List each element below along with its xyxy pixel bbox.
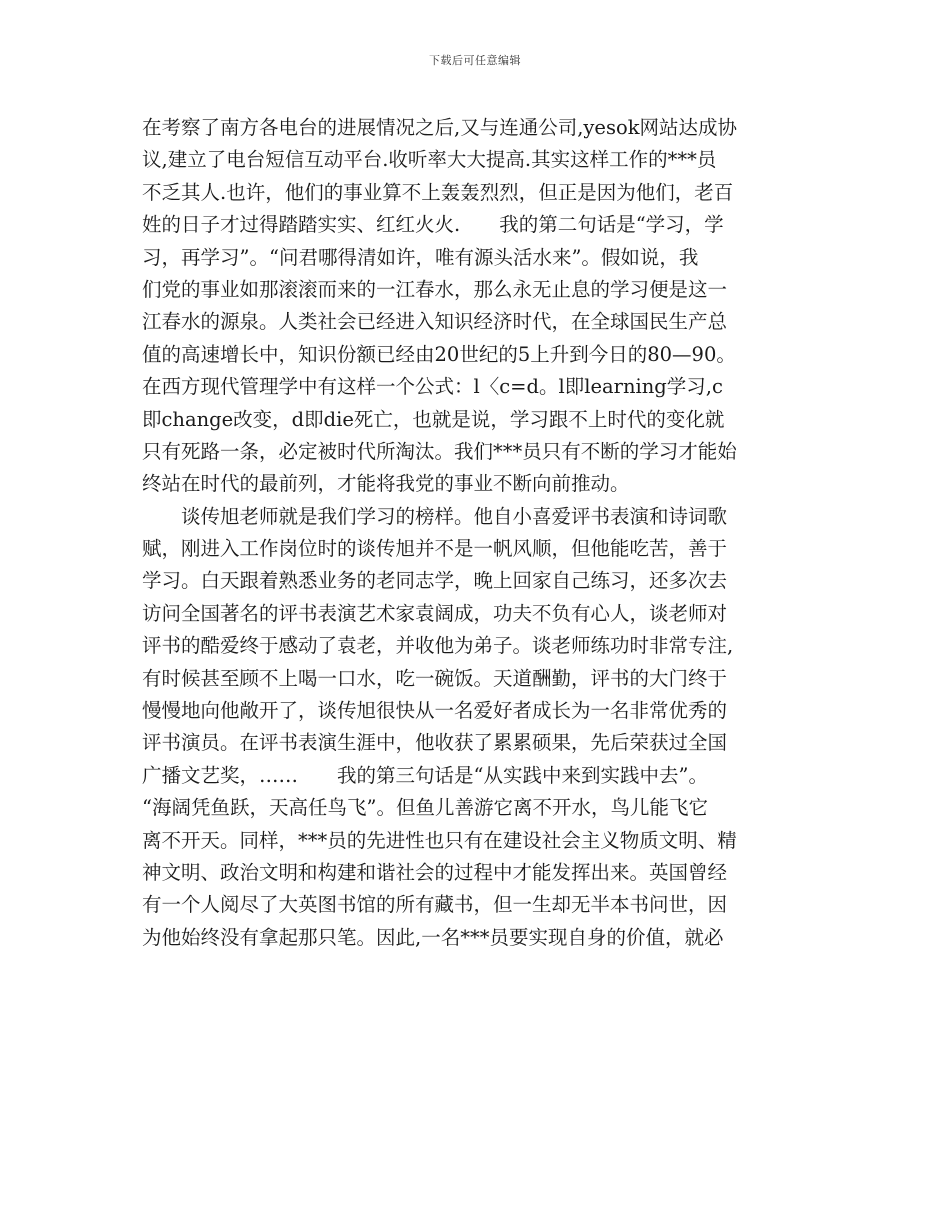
text-line: 终站在时代的最前列，才能将我党的事业不断向前推动。 (142, 472, 630, 496)
text-line: 姓的日子才过得踏踏实实、红红火火. 我的第二句话是“学习，学 (142, 213, 724, 237)
text-line: 广播文艺奖，…… 我的第三句话是“从实践中来到实践中去”。 (142, 763, 708, 787)
text-line: 不乏其人.也许，他们的事业算不上轰轰烈烈，但正是因为他们，老百 (142, 180, 734, 204)
page-header: 下载后可任意编辑 (429, 54, 521, 67)
text-line: 神文明、政治文明和构建和谐社会的过程中才能发挥出来。英国曾经 (142, 860, 728, 884)
text-line: “海阔凭鱼跃，天高任鸟飞”。但鱼儿善游它离不开水，鸟儿能飞它 (142, 796, 708, 820)
text-line: 们党的事业如那滚滚而来的一江春水，那么永无止息的学习便是这一 (142, 277, 728, 301)
text-line: 学习。白天跟着熟悉业务的老同志学，晚上回家自己练习，还多次去 (142, 569, 728, 593)
text-line: 访问全国著名的评书表演艺术家袁阔成，功夫不负有心人，谈老师对 (142, 601, 728, 625)
document-body (142, 112, 810, 954)
text-line: 为他始终没有拿起那只笔。因此,一名***员要实现自身的价值，就必 (142, 925, 724, 949)
text-line: 评书演员。在评书表演生涯中，他收获了累累硕果，先后荣获过全国 (142, 731, 728, 755)
text-line: 江春水的源泉。人类社会已经进入知识经济时代，在全球国民生产总 (142, 310, 728, 334)
text-line: 在考察了南方各电台的进展情况之后,又与连通公司,yesok网站达成协 (142, 116, 738, 139)
text-line: 即change改变，d即die死亡，也就是说，学习跟不上时代的变化就 (142, 407, 725, 431)
text-line: 在西方现代管理学中有这样一个公式：l〈c=d。l即learning学习,c (142, 375, 723, 399)
text-line: 习，再学习”。“问君哪得清如许，唯有源头活水来”。假如说，我 (142, 245, 699, 269)
text-line: 离不开天。同样，***员的先进性也只有在建设社会主义物质文明、精 (142, 828, 737, 852)
paragraph-first-line: 谈传旭老师就是我们学习的榜样。他自小喜爱评书表演和诗词歌 (181, 504, 728, 528)
text-line: 议,建立了电台短信互动平台.收听率大大提高.其实这样工作的***员 (142, 148, 717, 172)
text-line: 值的高速增长中，知识份额已经由20世纪的5上升到今日的80—90。 (142, 342, 736, 366)
text-line: 评书的酷爱终于感动了袁老，并收他为弟子。谈老师练功时非常专注, (142, 634, 734, 658)
text-line: 慢慢地向他敞开了，谈传旭很快从一名爱好者成长为一名非常优秀的 (142, 699, 728, 723)
text-line: 赋，刚进入工作岗位时的谈传旭并不是一帆风顺，但他能吃苦，善于 (142, 537, 728, 561)
text-line: 有一个人阅尽了大英图书馆的所有藏书，但一生却无半本书问世，因 (142, 893, 728, 917)
text-line: 有时候甚至顾不上喝一口水，吃一碗饭。天道酬勤，评书的大门终于 (142, 666, 728, 690)
text-line: 只有死路一条，必定被时代所淘汰。我们***员只有不断的学习才能始 (142, 439, 737, 463)
